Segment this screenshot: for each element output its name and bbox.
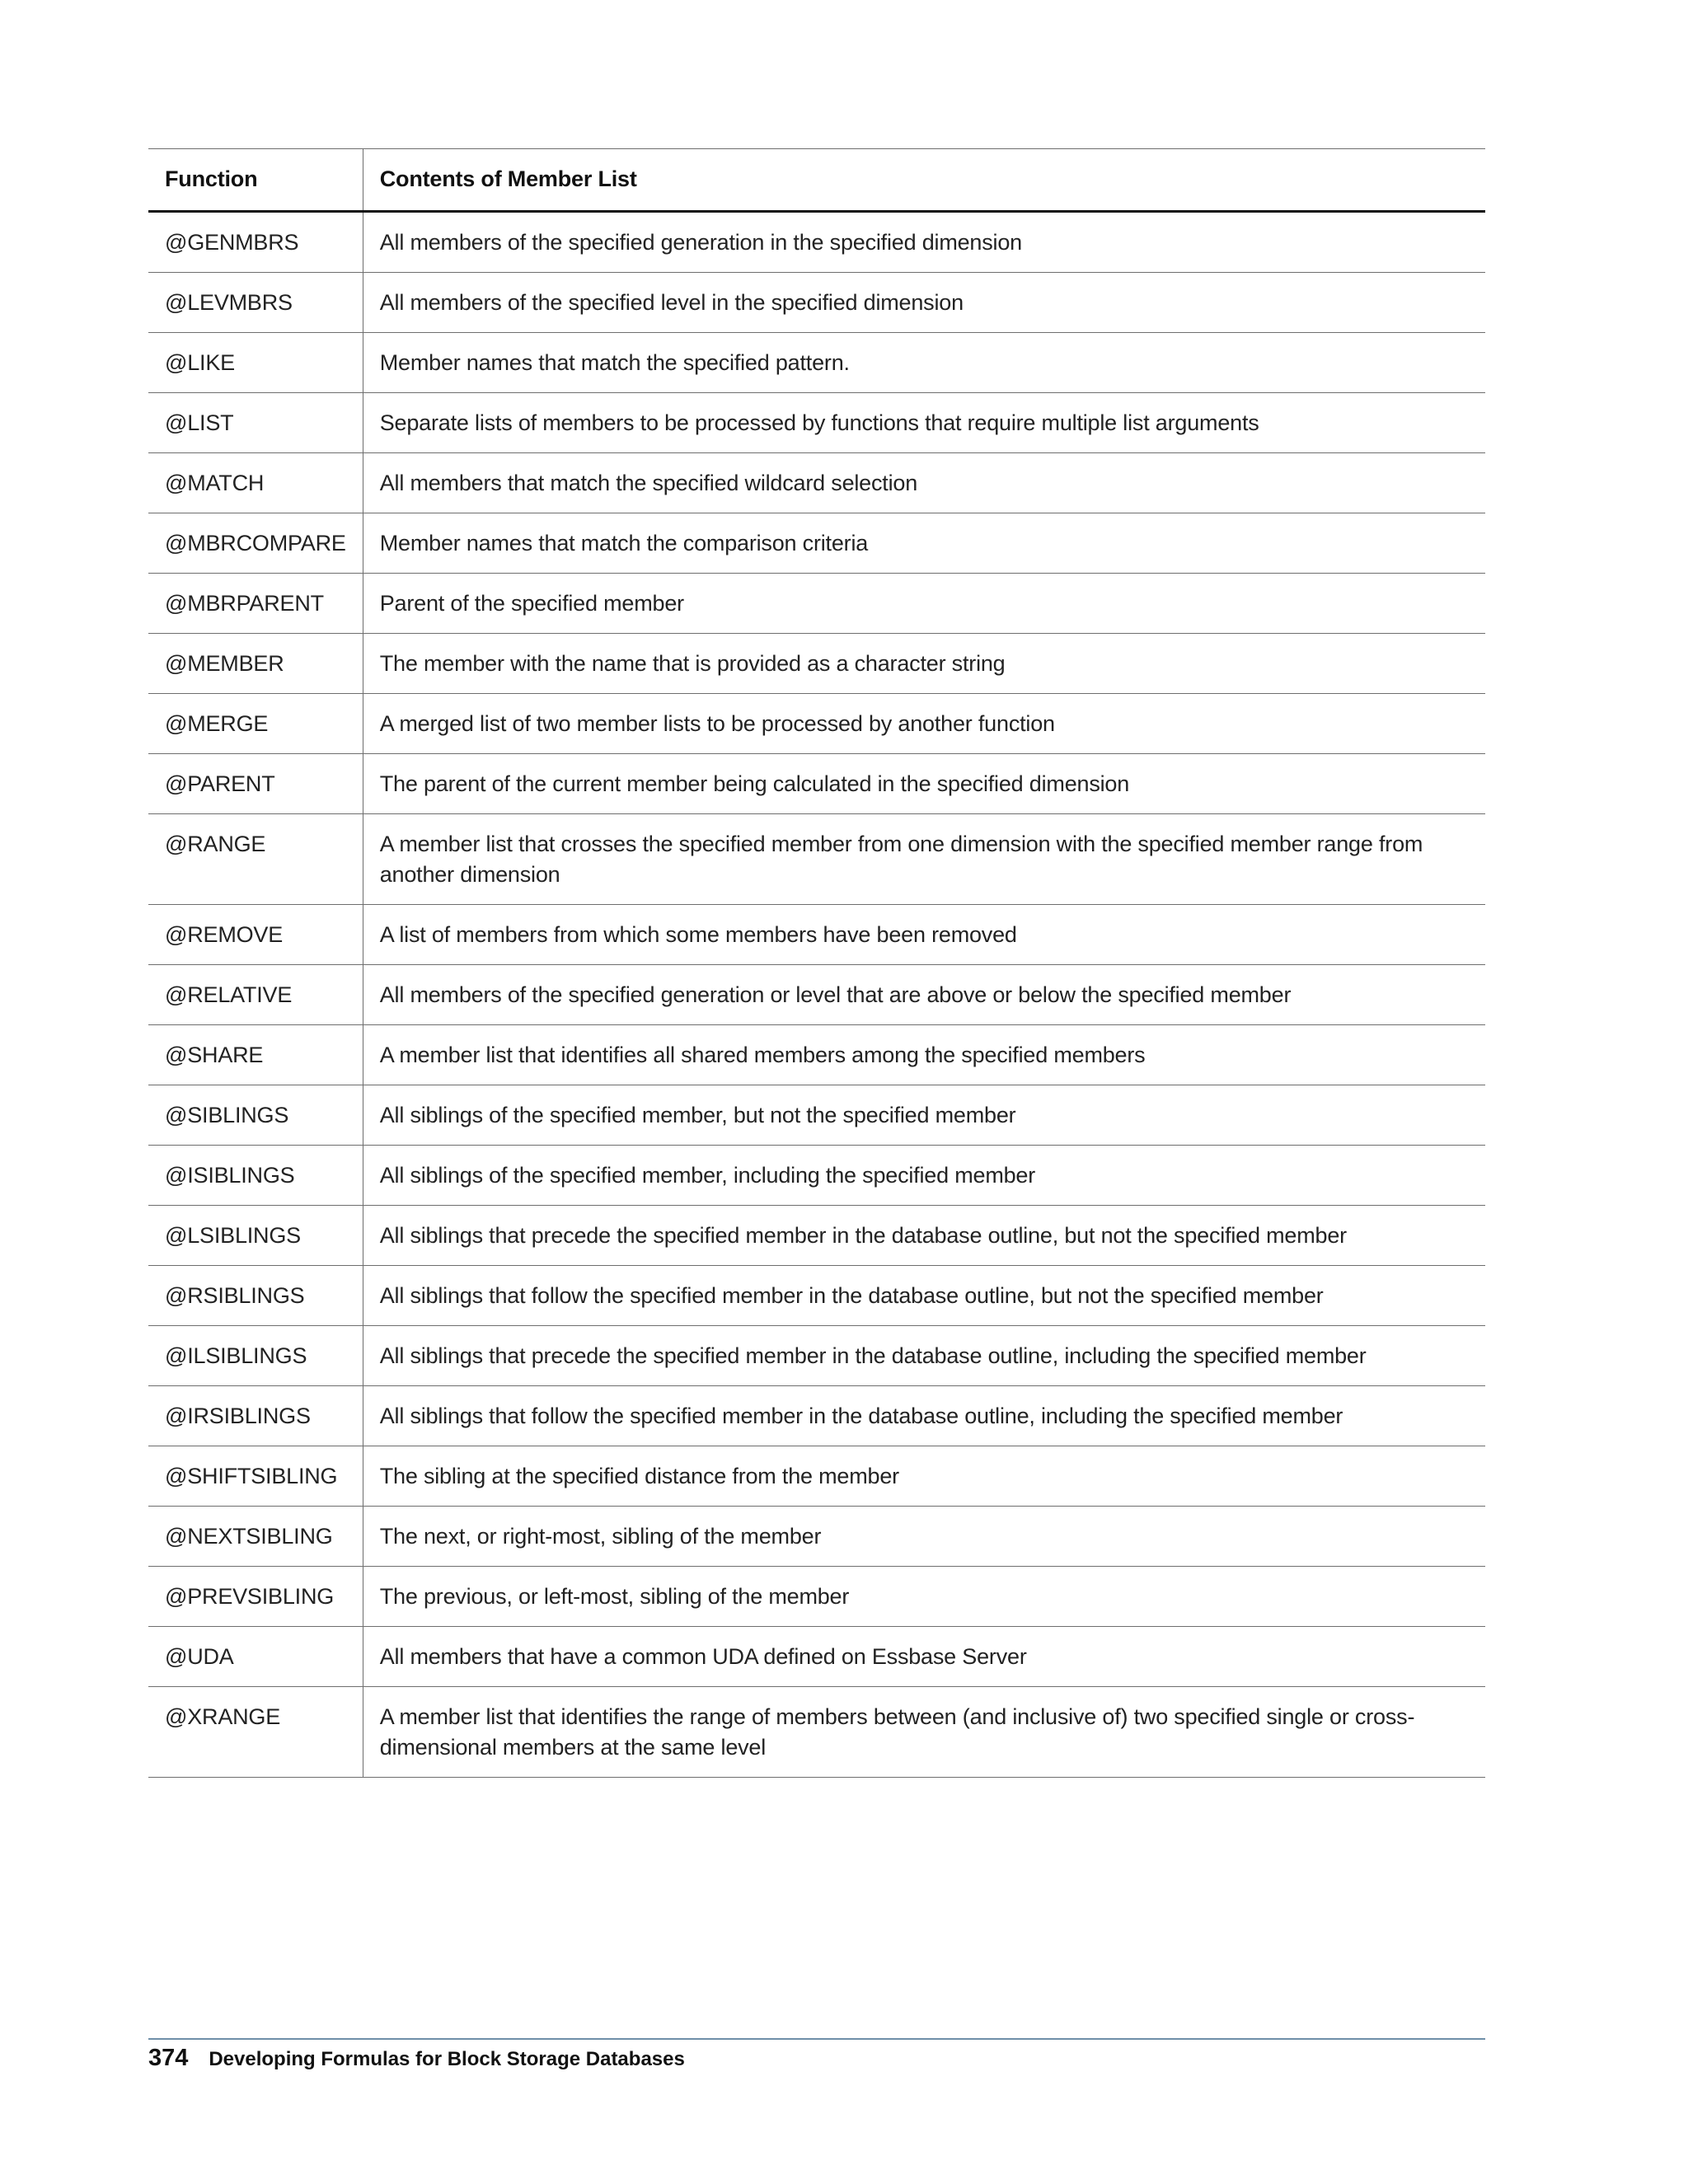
function-name-cell: @SHIFTSIBLING	[148, 1446, 363, 1507]
table-row	[148, 333, 1485, 393]
function-name-cell: @NEXTSIBLING	[148, 1507, 363, 1567]
table-row	[148, 1085, 1485, 1146]
member-list-description-cell: The next, or right-most, sibling of the member	[363, 1507, 1485, 1567]
table-row	[148, 1206, 1485, 1266]
function-name-cell: @REMOVE	[148, 905, 363, 965]
function-table	[148, 148, 1485, 1778]
function-name-cell: @SHARE	[148, 1025, 363, 1085]
table-row	[148, 634, 1485, 694]
table-body	[148, 212, 1485, 1778]
footer-divider	[148, 2038, 1485, 2040]
member-list-description-cell: All members that match the specified wildcard selection	[363, 453, 1485, 513]
member-list-description-cell: A member list that identifies the range of members between (and inclusive of) two specified single or cross-dimensional members at the same level	[363, 1687, 1485, 1778]
function-name-cell: @RANGE	[148, 814, 363, 905]
function-name-cell: @ILSIBLINGS	[148, 1326, 363, 1386]
function-name-cell: @LIKE	[148, 333, 363, 393]
table-row	[148, 905, 1485, 965]
function-name-cell: @UDA	[148, 1627, 363, 1687]
function-name-cell: @GENMBRS	[148, 212, 363, 273]
column-header-function: Function	[148, 149, 363, 212]
function-name-cell: @LIST	[148, 393, 363, 453]
table-row	[148, 574, 1485, 634]
function-name-cell: @SIBLINGS	[148, 1085, 363, 1146]
member-list-description-cell: A member list that crosses the specified member from one dimension with the specified member range from another dimension	[363, 814, 1485, 905]
member-list-description-cell: All siblings that precede the specified member in the database outline, including the specified member	[363, 1326, 1485, 1386]
table-row	[148, 273, 1485, 333]
table-header-row	[148, 149, 1485, 212]
table-row	[148, 1446, 1485, 1507]
member-list-description-cell: Separate lists of members to be processed by functions that require multiple list arguments	[363, 393, 1485, 453]
function-name-cell: @LSIBLINGS	[148, 1206, 363, 1266]
member-list-description-cell: All siblings that follow the specified member in the database outline, but not the specified member	[363, 1266, 1485, 1326]
member-list-description-cell: The previous, or left-most, sibling of the member	[363, 1567, 1485, 1627]
table-row	[148, 453, 1485, 513]
function-name-cell: @RSIBLINGS	[148, 1266, 363, 1326]
function-name-cell: @MERGE	[148, 694, 363, 754]
section-title: Developing Formulas for Block Storage Databases	[209, 2048, 685, 2070]
function-name-cell: @XRANGE	[148, 1687, 363, 1778]
member-list-description-cell: All siblings of the specified member, but not the specified member	[363, 1085, 1485, 1146]
member-list-description-cell: All members that have a common UDA defined on Essbase Server	[363, 1627, 1485, 1687]
member-list-description-cell: Member names that match the comparison criteria	[363, 513, 1485, 574]
member-list-description-cell: A member list that identifies all shared members among the specified members	[363, 1025, 1485, 1085]
table-row	[148, 1627, 1485, 1687]
table-row	[148, 1266, 1485, 1326]
function-name-cell: @PARENT	[148, 754, 363, 814]
member-list-description-cell: The member with the name that is provided as a character string	[363, 634, 1485, 694]
table-row	[148, 1146, 1485, 1206]
member-list-description-cell: A merged list of two member lists to be processed by another function	[363, 694, 1485, 754]
function-name-cell: @LEVMBRS	[148, 273, 363, 333]
table-row	[148, 393, 1485, 453]
table-row	[148, 212, 1485, 273]
page-footer	[148, 2044, 685, 2074]
function-name-cell: @IRSIBLINGS	[148, 1386, 363, 1446]
function-name-cell: @RELATIVE	[148, 965, 363, 1025]
function-name-cell: @PREVSIBLING	[148, 1567, 363, 1627]
table-row	[148, 513, 1485, 574]
member-list-description-cell: All members of the specified level in the specified dimension	[363, 273, 1485, 333]
column-header-contents: Contents of Member List	[363, 149, 1485, 212]
function-name-cell: @ISIBLINGS	[148, 1146, 363, 1206]
member-list-description-cell: The sibling at the specified distance from the member	[363, 1446, 1485, 1507]
table-row	[148, 1507, 1485, 1567]
table-row	[148, 754, 1485, 814]
table-row	[148, 1567, 1485, 1627]
function-name-cell: @MATCH	[148, 453, 363, 513]
member-list-description-cell: All members of the specified generation or level that are above or below the specified member	[363, 965, 1485, 1025]
table-row	[148, 814, 1485, 905]
table-row	[148, 1025, 1485, 1085]
table-row	[148, 1687, 1485, 1778]
member-list-description-cell: All siblings that follow the specified member in the database outline, including the specified member	[363, 1386, 1485, 1446]
table-row	[148, 1386, 1485, 1446]
member-list-description-cell: Member names that match the specified pattern.	[363, 333, 1485, 393]
member-list-description-cell: All siblings of the specified member, including the specified member	[363, 1146, 1485, 1206]
function-name-cell: @MEMBER	[148, 634, 363, 694]
member-list-description-cell: The parent of the current member being calculated in the specified dimension	[363, 754, 1485, 814]
table-row	[148, 965, 1485, 1025]
function-name-cell: @MBRPARENT	[148, 574, 363, 634]
member-list-description-cell: All members of the specified generation in the specified dimension	[363, 212, 1485, 273]
function-name-cell: @MBRCOMPARE	[148, 513, 363, 574]
table-row	[148, 1326, 1485, 1386]
member-list-description-cell: A list of members from which some members have been removed	[363, 905, 1485, 965]
member-list-description-cell: All siblings that precede the specified member in the database outline, but not the specified member	[363, 1206, 1485, 1266]
member-list-description-cell: Parent of the specified member	[363, 574, 1485, 634]
table-row	[148, 694, 1485, 754]
page-number: 374	[148, 2045, 189, 2071]
